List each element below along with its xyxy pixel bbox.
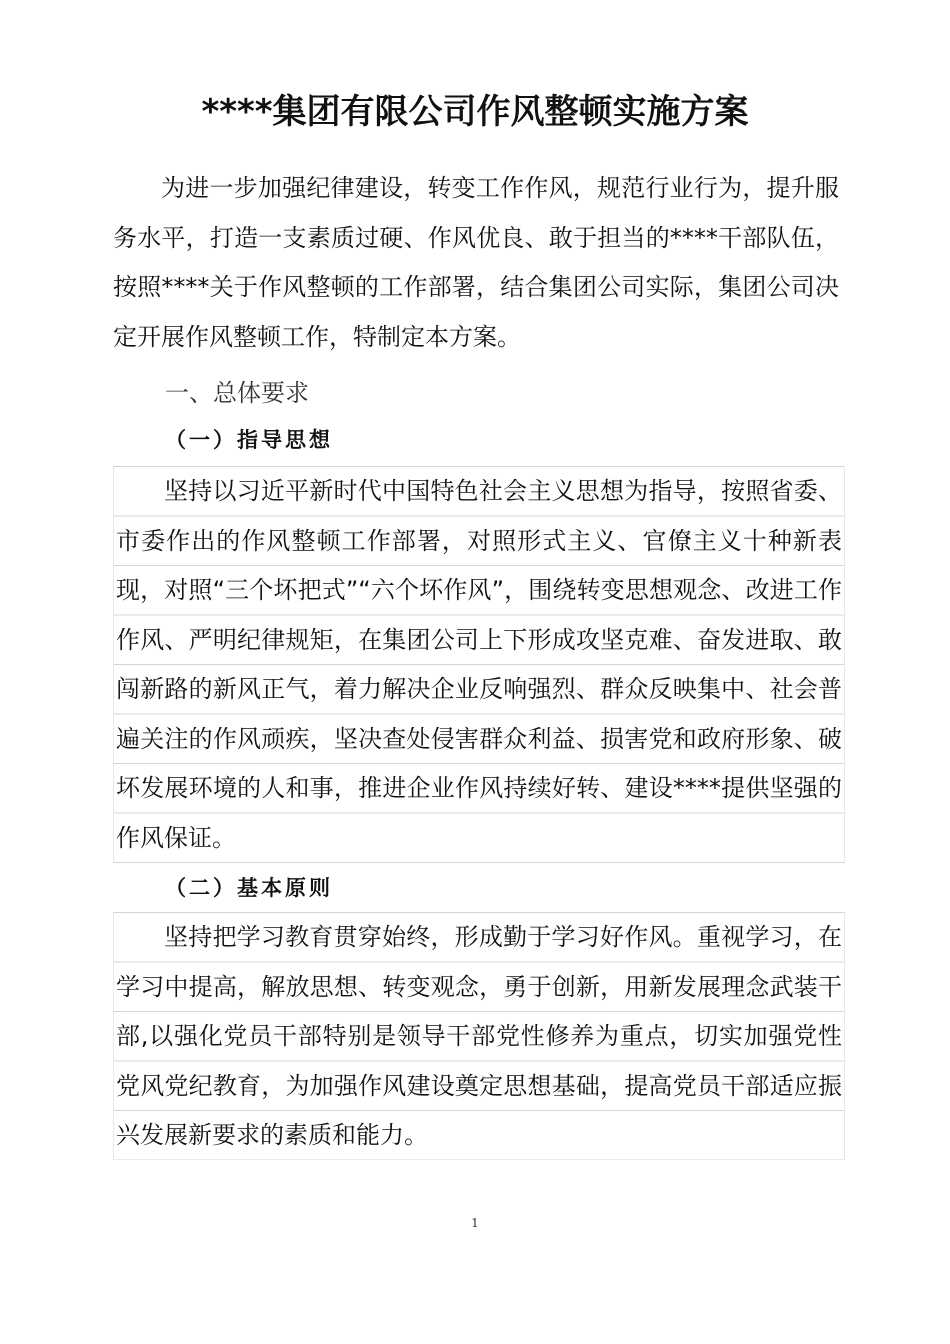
subsection-heading-basic-principles: （二）基本原则	[165, 875, 333, 900]
intro-paragraph: 为进一步加强纪律建设，转变工作作风，规范行业行为，提升服务水平，打造一支素质过硬、作风优良、敢于担当的****干部队伍，按照****关于作风整顿的工作部署，结合集团公司实际，集团公司决定开展作风整顿工作，特制定本方案。	[113, 174, 839, 351]
guiding-ideology-paragraph: 坚持以习近平新时代中国特色社会主义思想为指导，按照省委、市委作出的作风整顿工作部署，对照形式主义、官僚主义十种新表现，对照“三个坏把式”“六个坏作风”，围绕转变思想观念、改进工作作风、严明纪律规矩，在集团公司上下形成攻坚克难、奋发进取、敢闯新路的新风正气，着力解决企业反响强烈、群众反映集中、社会普遍关注的作风顽疾，坚决查处侵害群众利益、损害党和政府形象、破坏发展环境的人和事，推进企业作风持续好转、建设****提供坚强的作风保证。	[113, 466, 845, 863]
section-heading-general-requirements: 一、总体要求	[165, 379, 309, 407]
page-number: 1	[471, 1216, 479, 1230]
basic-principles-paragraph: 坚持把学习教育贯穿始终，形成勤于学习好作风。重视学习，在学习中提高，解放思想、转变观念，勇于创新，用新发展理念武装干部,以强化党员干部特别是领导干部党性修养为重点，切实加强党性党风党纪教育，为加强作风建设奠定思想基础，提高党员干部适应振兴发展新要求的素质和能力。	[113, 912, 845, 1160]
subsection-heading-guiding-ideology: （一）指导思想	[165, 427, 333, 452]
document-title: ****集团有限公司作风整顿实施方案	[201, 92, 749, 132]
